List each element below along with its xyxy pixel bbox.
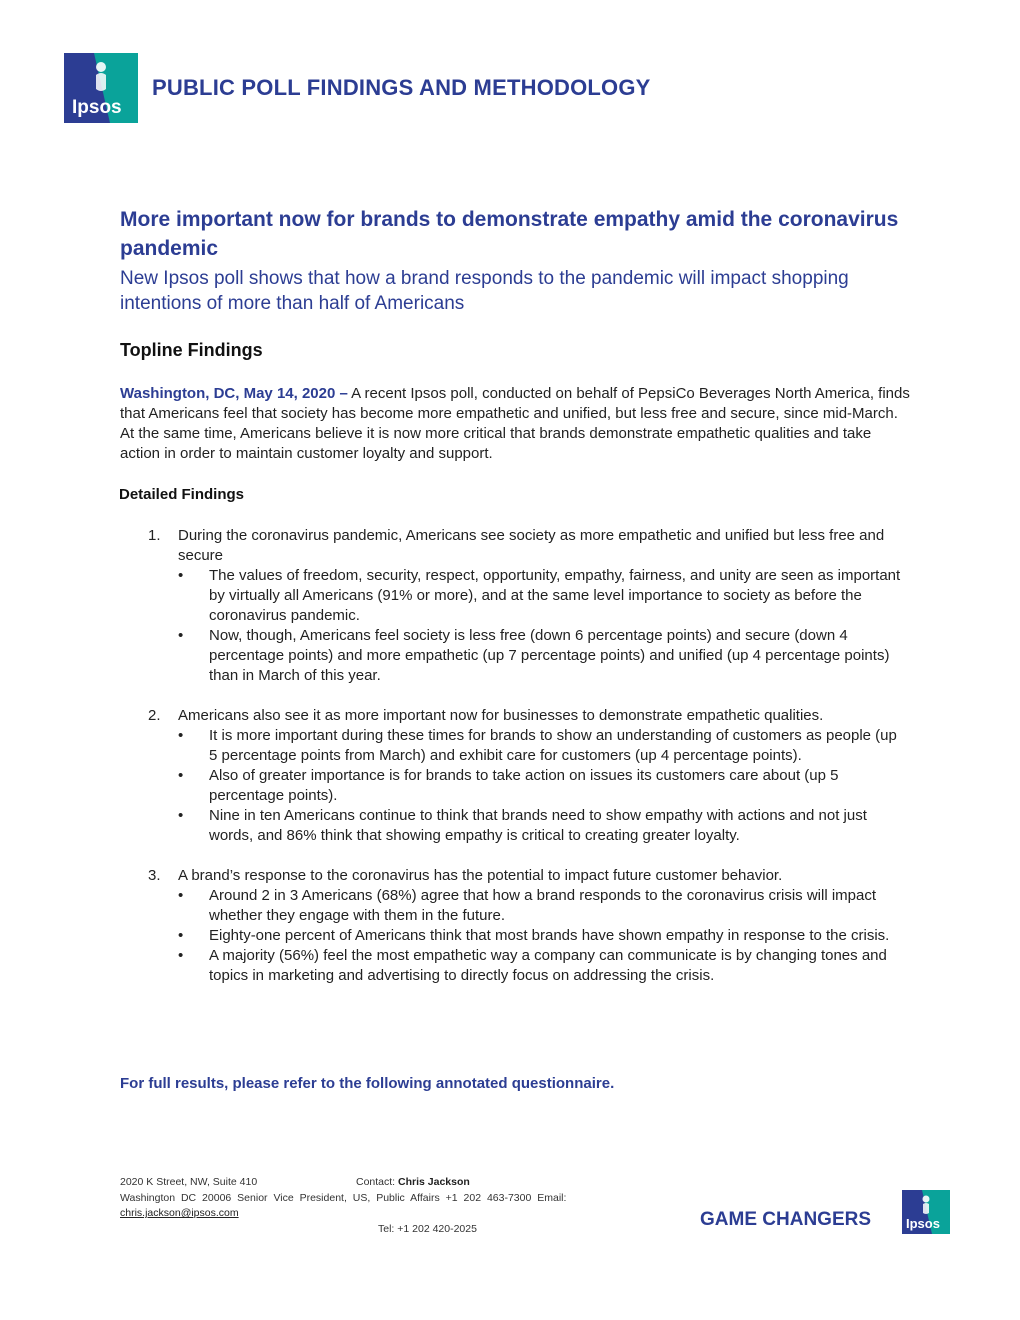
- bullet-glyph: •: [178, 887, 184, 904]
- contact-name: Chris Jackson: [398, 1176, 470, 1188]
- logo-text: Ipsos: [72, 97, 122, 118]
- bullet-item: [178, 766, 908, 806]
- ipsos-logo-footer: [902, 1190, 950, 1239]
- bullet-glyph: •: [178, 947, 184, 964]
- bullet-text: Around 2 in 3 Americans (68%) agree that how a brand responds to the coronavirus crisis will impact whether they engage with them in the future.: [209, 887, 876, 924]
- logo-text-footer: Ipsos: [906, 1216, 940, 1231]
- finding-text: A brand’s response to the coronavirus has the potential to impact future customer behavior.: [178, 867, 783, 884]
- bullet-text: Also of greater importance is for brands to take action on issues its customers care about (up 5 percentage points).: [209, 767, 839, 804]
- finding-number: 2.: [148, 707, 161, 724]
- bullet-item: [178, 806, 908, 846]
- footer-email-link[interactable]: chris.jackson@ipsos.com: [120, 1207, 239, 1219]
- bullet-glyph: •: [178, 807, 184, 824]
- bullet-item: [178, 626, 908, 686]
- lead-text: A recent Ipsos poll, conducted on behalf of PepsiCo Beverages North America, finds that Americans feel that society has become more empathetic and unified, but less free and secure, since mid-March. At the same time, Americans believe it is now more critical that brands demonstrate empathetic qualities and take action in order to maintain customer loyalty and support.: [120, 385, 910, 462]
- ipsos-logo: [64, 53, 138, 128]
- subheadline: New Ipsos poll shows that how a brand responds to the pandemic will impact shopping intentions of more than half of Americans: [120, 268, 849, 314]
- bullet-item: [178, 926, 908, 946]
- topline-title: Topline Findings: [120, 340, 263, 360]
- finding-text: During the coronavirus pandemic, Americans see society as more empathetic and unified but less free and secure: [178, 527, 885, 564]
- closing-note: For full results, please refer to the following annotated questionnaire.: [120, 1075, 615, 1092]
- footer-address-line1: 2020 K Street, NW, Suite 410: [120, 1176, 258, 1188]
- footer-contact: [356, 1176, 470, 1188]
- lead-paragraph: [120, 384, 910, 464]
- bullet-text: Eighty-one percent of Americans think that most brands have shown empathy in response to the crisis.: [209, 927, 890, 944]
- bullet-glyph: •: [178, 627, 184, 644]
- bullet-text: It is more important during these times for brands to show an understanding of customers as people (up 5 percentage points from March) and exhibit care for customers (up 4 percentage points).: [209, 727, 897, 764]
- page-header-title: PUBLIC POLL FINDINGS AND METHODOLOGY: [152, 75, 651, 100]
- finding-item: [148, 706, 908, 846]
- bullet-glyph: •: [178, 567, 184, 584]
- game-changers-tagline: GAME CHANGERS: [700, 1209, 872, 1230]
- finding-text: Americans also see it as more important now for businesses to demonstrate empathetic qualities.: [178, 707, 824, 724]
- dateline: Washington, DC, May 14, 2020 –: [120, 385, 348, 402]
- detailed-findings-title: Detailed Findings: [119, 486, 245, 503]
- bullet-item: [178, 946, 908, 986]
- bullet-item: [178, 886, 908, 926]
- bullet-glyph: •: [178, 727, 184, 744]
- bullet-glyph: •: [178, 927, 184, 944]
- bullet-text: Nine in ten Americans continue to think that brands need to show empathy with actions and not just words, and 86% think that showing empathy is critical to creating greater loyalty.: [209, 807, 867, 844]
- findings-list: [148, 526, 908, 1006]
- finding-number: 3.: [148, 867, 161, 884]
- bullet-text: The values of freedom, security, respect, opportunity, empathy, fairness, and unity are seen as important by virtually all Americans (91% or more), and at the same level importance to society as before the coronavirus pandemic.: [209, 567, 901, 624]
- bullet-item: [178, 726, 908, 766]
- headline: More important now for brands to demonstrate empathy amid the coronavirus pandemic: [120, 208, 899, 260]
- bullet-item: [178, 566, 908, 626]
- contact-label: Contact:: [356, 1176, 396, 1188]
- bullet-glyph: •: [178, 767, 184, 784]
- bullet-text: Now, though, Americans feel society is less free (down 6 percentage points) and secure (down 4 percentage points) and more empathetic (up 7 percentage points) and unified (up 4 percentage points) than in March of this year.: [209, 627, 890, 684]
- finding-number: 1.: [148, 527, 161, 544]
- bullet-text: A majority (56%) feel the most empathetic way a company can communicate is by changing tones and topics in marketing and advertising to directly focus on addressing the crisis.: [209, 947, 887, 984]
- finding-item: [148, 526, 908, 686]
- footer-tel: Tel: +1 202 420-2025: [378, 1223, 477, 1235]
- footer-address-line2: Washington DC 20006 Senior Vice President, US, Public Affairs +1 202 463-7300 Email:: [120, 1192, 567, 1204]
- finding-item: [148, 866, 908, 986]
